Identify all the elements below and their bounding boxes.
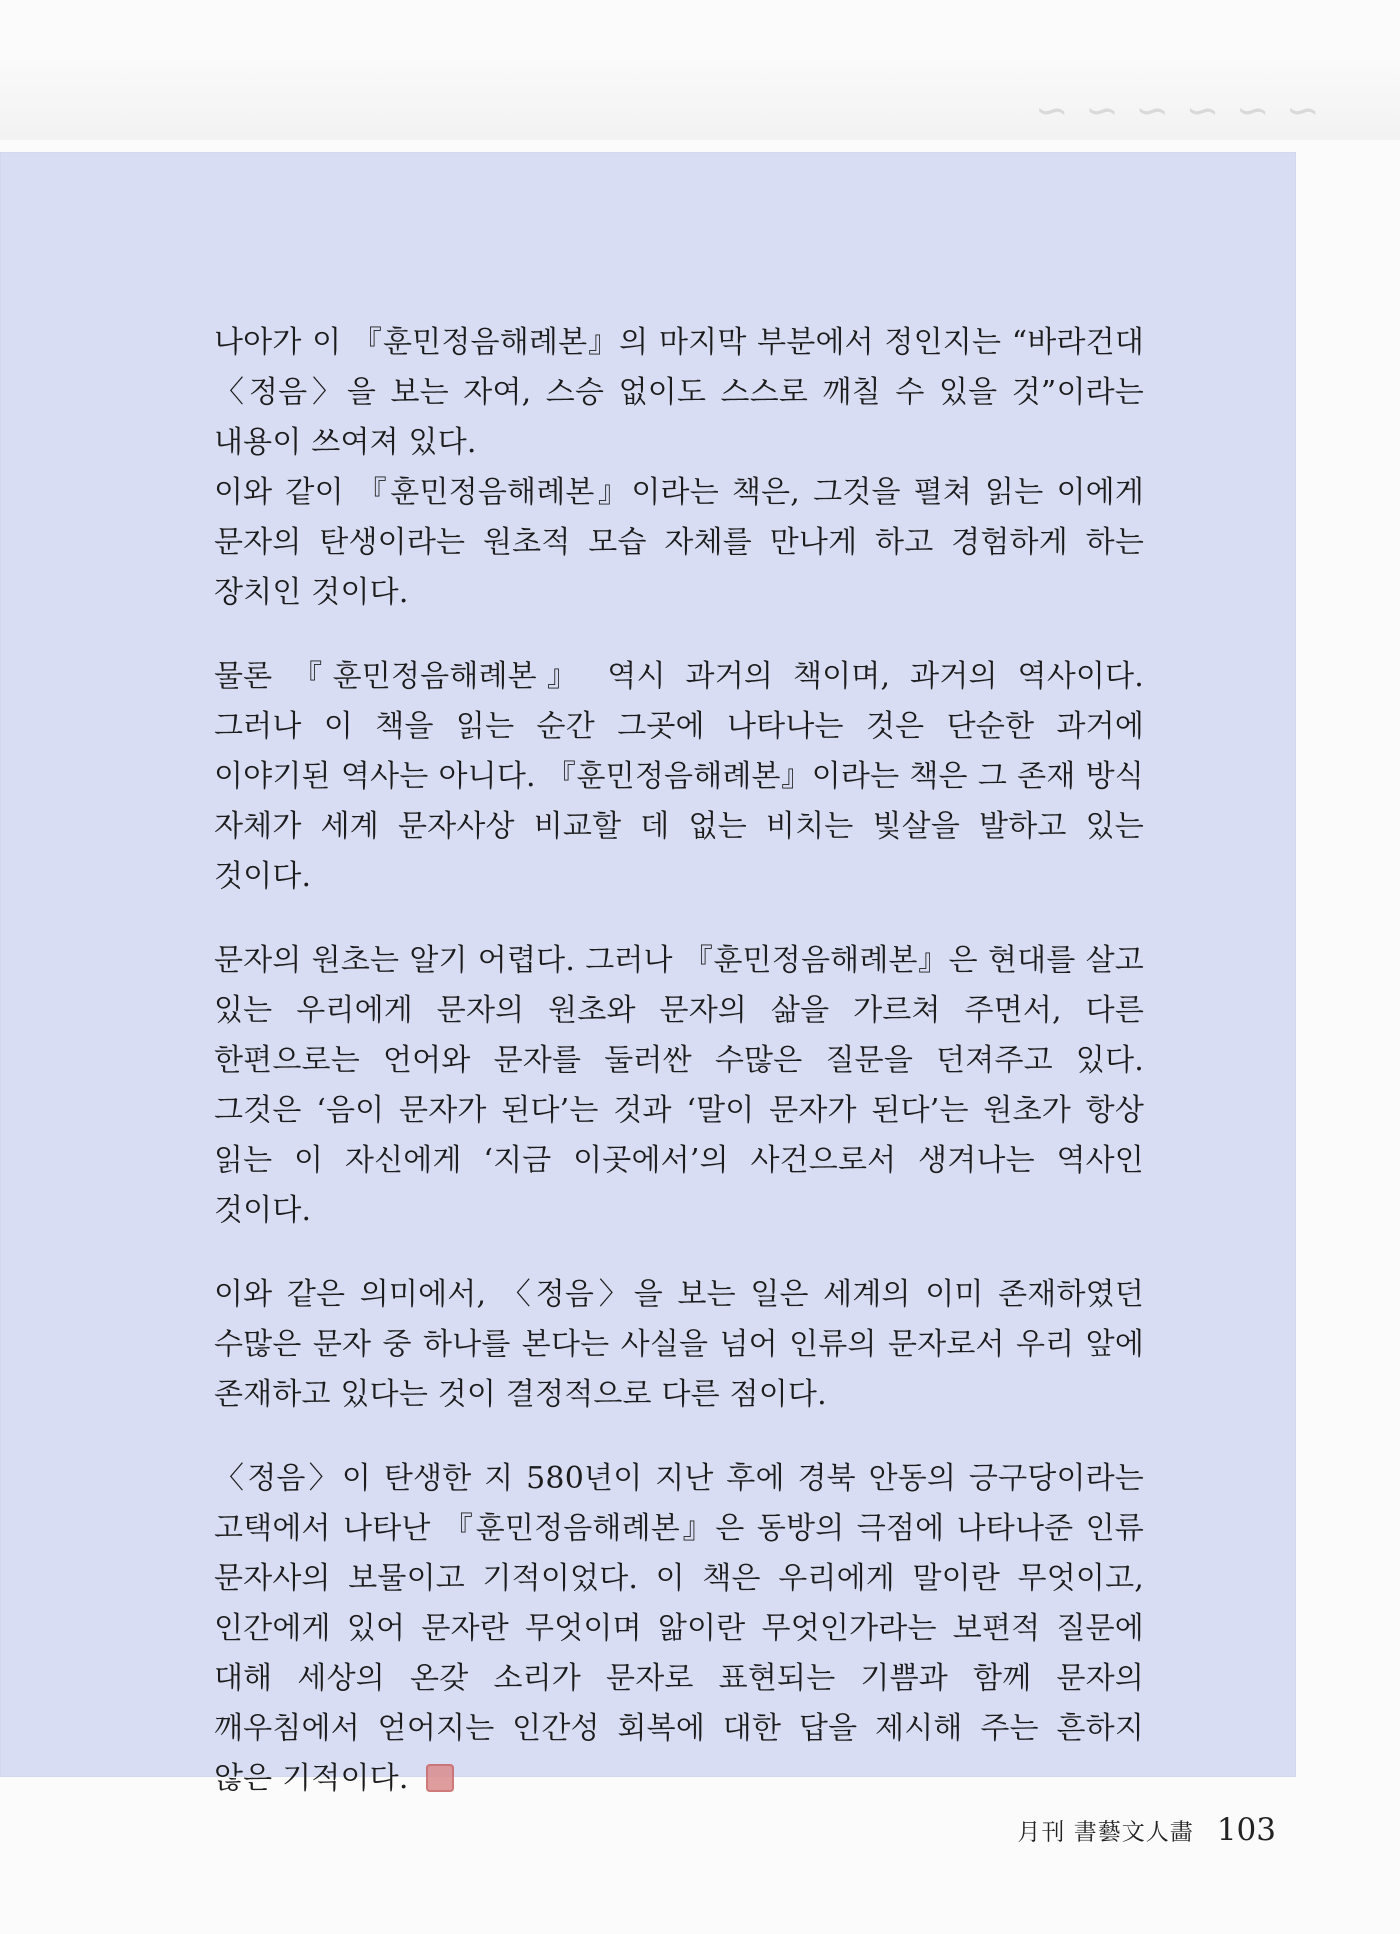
article-paragraph: 이와 같은 의미에서, 〈정음〉을 보는 일은 세계의 이미 존재하였던 수많은 문자 중 하나를 본다는 사실을 넘어 인류의 문자로서 우리 앞에 존재하고 있다는 것이 결정적으로 다른 점이다.: [214, 1277, 1144, 1412]
publication-title: 月刊 書藝文人畵: [1017, 1819, 1194, 1846]
article-body: [214, 318, 1144, 1838]
bleed-through-header: ~ ~ ~ ~ ~ ~: [1033, 88, 1320, 134]
page-number: 103: [1216, 1812, 1276, 1848]
article-paragraph: [214, 1454, 1144, 1804]
page-footer: [1017, 1812, 1276, 1848]
article-paragraph: 나아가 이 『훈민정음해례본』의 마지막 부분에서 정인지는 “바라건대 〈정음〉을 보는 자여, 스승 없이도 스스로 깨칠 수 있을 것”이라는 내용이 쓰여져 있다.: [214, 325, 1144, 460]
final-paragraph-text: 〈정음〉이 탄생한 지 580년이 지난 후에 경북 안동의 긍구당이라는 고택에서 나타난 『훈민정음해례본』은 동방의 극점에 나타나준 인류 문자사의 보물이고 기적이었다. 이 책은 우리에게 말이란 무엇이고, 인간에게 있어 문자란 무엇이며 앎이란 무엇인가라는 보편적 질문에 대해 세상의 온갖 소리가 문자로 표현되는 기쁨과 함께 문자의 깨우침에서 얻어지는 인간성 회복에 대한 답을 제시해 주는 흔하지 않은 기적이다.: [214, 1461, 1144, 1796]
article-paragraph: 이와 같이 『훈민정음해례본』이라는 책은, 그것을 펼쳐 읽는 이에게 문자의 탄생이라는 원초적 모습 자체를 만나게 하고 경험하게 하는 장치인 것이다.: [214, 475, 1144, 610]
red-seal-icon: [426, 1764, 454, 1792]
article-paragraph: 문자의 원초는 알기 어렵다. 그러나 『훈민정음해례본』은 현대를 살고 있는 우리에게 문자의 원초와 문자의 삶을 가르쳐 주면서, 다른 한편으로는 언어와 문자를 둘러싼 수많은 질문을 던져주고 있다. 그것은 ‘음이 문자가 된다’는 것과 ‘말이 문자가 된다’는 원초가 항상 읽는 이 자신에게 ‘지금 이곳에서’의 사건으로서 생겨나는 역사인 것이다.: [214, 943, 1144, 1228]
article-paragraph: 물론 『훈민정음해례본』 역시 과거의 책이며, 과거의 역사이다. 그러나 이 책을 읽는 순간 그곳에 나타나는 것은 단순한 과거에 이야기된 역사는 아니다. 『훈민정음해례본』이라는 책은 그 존재 방식 자체가 세계 문자사상 비교할 데 없는 비치는 빛살을 발하고 있는 것이다.: [214, 659, 1144, 894]
